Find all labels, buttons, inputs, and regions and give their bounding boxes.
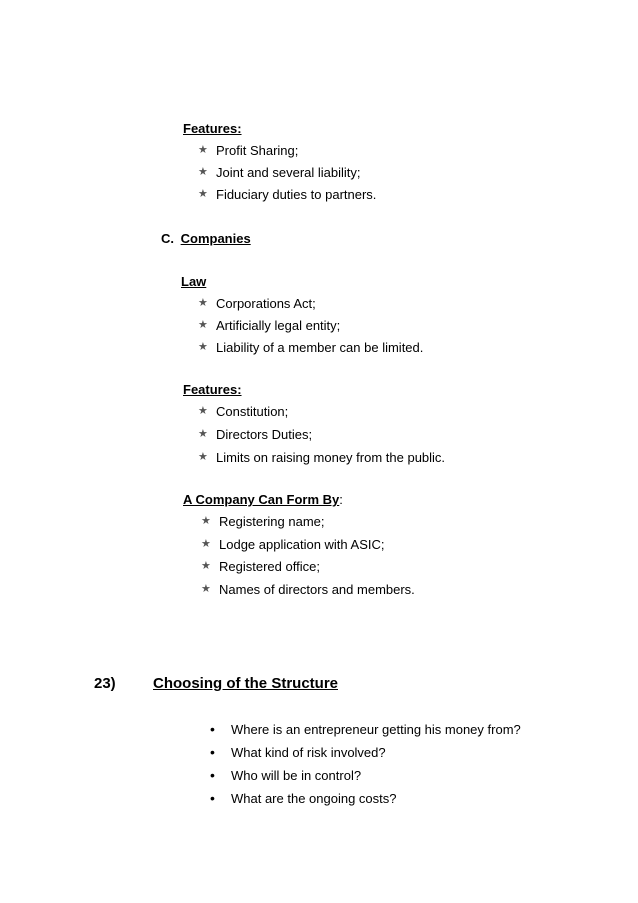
list-item-text: Limits on raising money from the public. — [216, 450, 446, 465]
star-icon: ★ — [198, 319, 208, 331]
formation-heading-text: A Company Can Form By — [183, 492, 340, 507]
law-heading: Law — [181, 274, 207, 289]
star-icon: ★ — [201, 538, 211, 550]
company-formation-heading — [183, 492, 343, 507]
bullet-icon: • — [210, 767, 215, 783]
star-icon: ★ — [198, 428, 208, 440]
star-icon: ★ — [198, 166, 208, 178]
list-item-text: Artificially legal entity; — [216, 318, 341, 333]
partnership-features-heading: Features: — [183, 121, 242, 136]
list-item-text: What are the ongoing costs? — [231, 791, 397, 806]
star-icon: ★ — [198, 188, 208, 200]
list-item-text: Joint and several liability; — [216, 165, 361, 180]
list-item-text: Corporations Act; — [216, 296, 316, 311]
list-item-text: Directors Duties; — [216, 427, 313, 442]
company-features-heading: Features: — [183, 382, 242, 397]
bullet-icon: • — [210, 790, 215, 806]
star-icon: ★ — [201, 560, 211, 572]
star-icon: ★ — [198, 297, 208, 309]
section-title: Choosing of the Structure — [153, 675, 338, 692]
list-item-text: What kind of risk involved? — [231, 745, 386, 760]
list-item-text: Names of directors and members. — [219, 582, 415, 597]
section-letter: C. — [161, 231, 174, 246]
list-item-text: Registering name; — [219, 514, 325, 529]
list-item-text: Constitution; — [216, 404, 289, 419]
section-title: Companies — [180, 231, 251, 246]
star-icon: ★ — [198, 405, 208, 417]
list-item-text: Who will be in control? — [231, 768, 362, 783]
star-icon: ★ — [198, 451, 208, 463]
star-icon: ★ — [201, 515, 211, 527]
list-item-text: Where is an entrepreneur getting his money from? — [231, 722, 521, 737]
section-number: 23) — [94, 675, 116, 692]
companies-heading — [161, 231, 251, 246]
list-item-text: Profit Sharing; — [216, 143, 299, 158]
bullet-icon: • — [210, 721, 215, 737]
list-item-text: Fiduciary duties to partners. — [216, 187, 377, 202]
list-item-text: Liability of a member can be limited. — [216, 340, 424, 355]
bullet-icon: • — [210, 744, 215, 760]
list-item-text: Lodge application with ASIC; — [219, 537, 385, 552]
formation-heading-colon: : — [339, 492, 343, 507]
list-item-text: Registered office; — [219, 559, 320, 574]
star-icon: ★ — [201, 583, 211, 595]
star-icon: ★ — [198, 341, 208, 353]
star-icon: ★ — [198, 144, 208, 156]
